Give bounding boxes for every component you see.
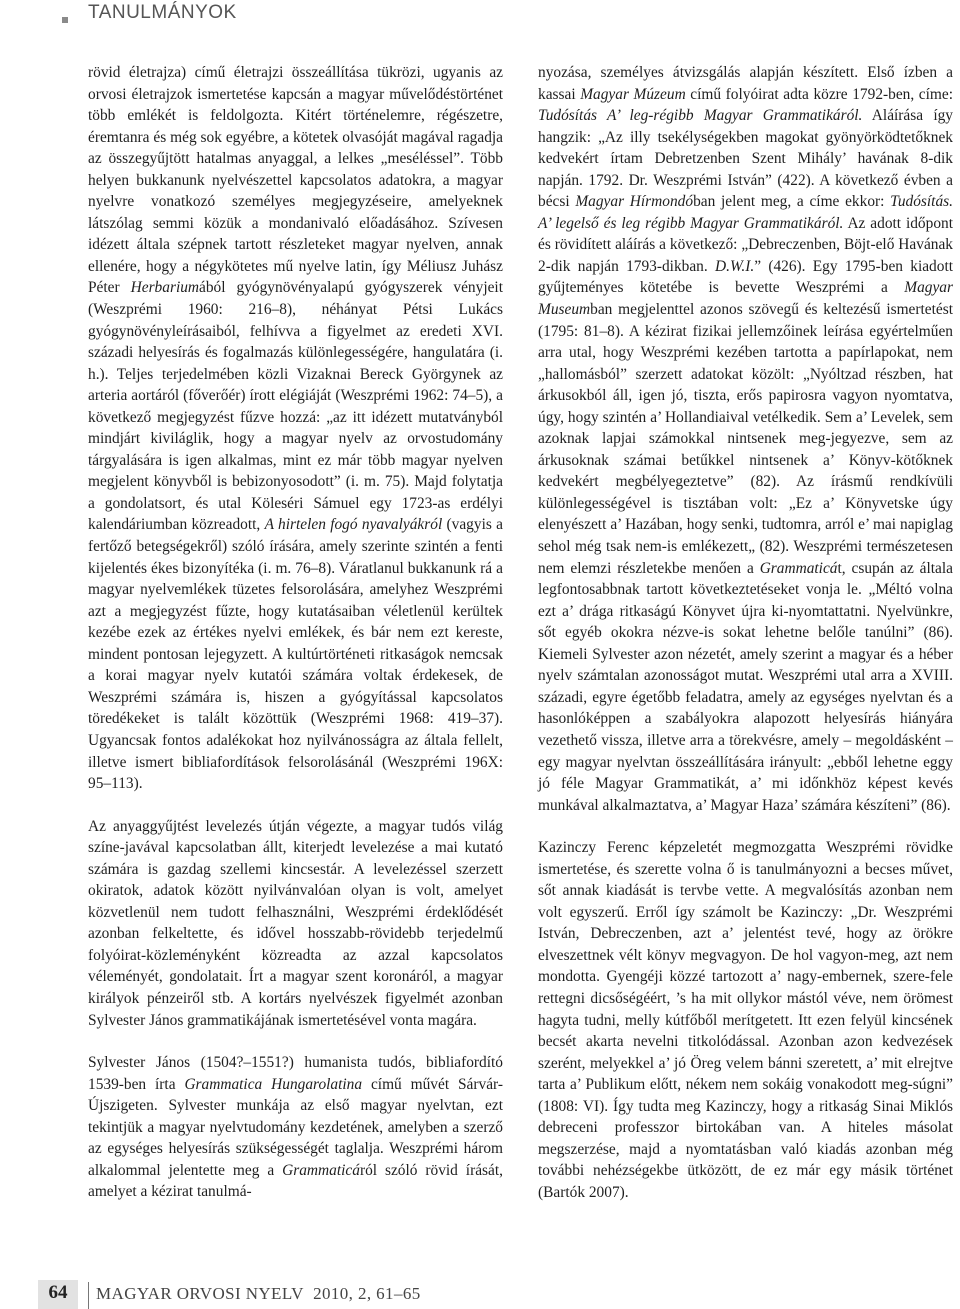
paragraph <box>88 816 503 1031</box>
text-run: (vagyis a fertőző betegségekről) szóló írására, amely szerinte szintén a fenti kijelentés ékes bizonyítéka (i. m. 76–8). Váratlanul bukkanunk rá a magyar nyelvemlékek tüzetes felsorolására, amelyhez Weszprémi azt a megjegyzést fűzte, hogy kutatásaiban véletlenül kerültek kezébe ezek az értékes nyelvi emlékek, és bár nem ezt kereste, mindent pontosan lejegyzett. A kultúrtörténeti ritkaságok nemcsak a korai magyar nyelv kutatói számára voltak érdekesek, de Weszprémi számára is, hiszen a gyógyítással kapcsolatos töredékeket is talált közöttük (Weszprémi 1968: 419–37). Ugyancsak fontos adalékokat hoz nyilvánosságra az általa fellelt, illetve ismert bibliafordítások felsorolásánál (Weszprémi 196X: 95–113). <box>88 516 503 793</box>
text-run: Kazinczy Ferenc képzeletét megmozgatta Weszprémi rövidke ismertetése, és szerette volna ő is tanulmányozni a becses művet, sőt annak kiadását is tervbe vette. A megvalósítás azonban nem volt egyszerű. Erről így számolt be Kazinczy: „Dr. Weszprémi István, Debreczenben, azt a’ jelentést tevé, hogy az örökre elveszettnek vélt könyv megvagyon. De hol vagyon-meg, azt nem mondotta. Gyengéji közzé tartozott a’ nagy-embernek, szere-fele rettegni dicsőségéért, ’s ha mit ollykor mástól véve, nem örömest hagyta tudni, melly kútfőből merítgetett. Itt ezen felyül kincsének becsét akarta nevelni titkolódással. Azonban azon kedvezések szerént, melyekkel a’ jó Öreg velem bánni szeretett, a’ mit elrejtve tarta a’ Publikum előtt, nékem nem sokáig vonakodott meg-súgni” (1808: VI). Így tudta meg Kazinczy, hogy a ritkaság Sinai Miklós debreceni professzor birtokában van. A hiteles másolat megszerzése, majd a nyomtatásban való kiadás azonban még további nehézségekbe ütközött, de ez már egy másik történet (Bartók 2007). <box>538 839 953 1201</box>
paragraph <box>538 62 953 816</box>
text-run: ban jelent meg, a címe ekkor: <box>693 193 891 211</box>
text-run: ról szóló rövid írását, amelyet a kézirat tanulmá- <box>88 1161 503 1201</box>
italic-text: Tudósítás A’ leg-régibb Magyar Grammatikáról. <box>538 107 863 125</box>
text-run: Aláírása így hangzik: „Az illy tsekélységekben magokat gyönyörködtetőknek kedvekért írtam Debretzenben Szent Mihály’ havának 8-dik napján. 1792. Dr. Weszprémi István” (422). A következő évben a bécsi <box>538 107 953 211</box>
page-number: 64 <box>48 1282 68 1303</box>
right-column <box>538 62 953 1203</box>
italic-text: Herbarium <box>130 279 200 297</box>
italic-text: Magyar Hírmondó <box>575 193 694 211</box>
text-run: Sylvester János (1504?–1551?) humanista tudós, bibliafordító 1539-ben írta <box>88 1054 503 1093</box>
italic-text: Grammaticá <box>282 1161 360 1179</box>
header-bullet-icon <box>62 17 68 23</box>
journal-citation: 2010, 2, 61–65 <box>313 1284 421 1303</box>
text-run: t, csupán az általa legfontosabbnak tartott következtetéseket vonja le. „Méltó volna ezt a’ drága ritkaságú Könyvet újra ki-nyomtattatni. Nyelvünkre, sőt egyéb okokra nézve-is sokat lehetne belőle tanúlni” (86). Kiemeli Sylvester azon nézetét, amely szerint a magyar és a héber nyelv számtalan azonosságot mutat. Weszprémi utal arra a XVIII. századi, egyre égetőbb feladatra, amely az egységes nyelvtan és a hasonlóképpen a szabályokra alapozott helyesírás hiányára vezethető vissza, illetve arra a törekvésre, amely – megoldásként – egy magyar nyelvtan összeállítására irányult: „ebből lehetne eggy jó féle Magyar Grammatikát, a’ mi időnkhöz képest kevés munkával alkalmaztatva, a’ Magyar Haza’ számára készíteni” (86). <box>538 559 953 814</box>
text-run: rövid életrajza) című életrajzi összeállítása tükrözi, ugyanis az orvosi életrajzok ismertetése kapcsán a magyar művelődéstörténet több emlékét is feldolgozta. Kitért történelemre, régészetre, éremtanra és még sok egyébre, a kötetek olvasóját magával ragadja az összegyűjtött hatalmas anyaggal, a lelkes „meséléssel”. Több helyen bukkanunk nyelvészettel kapcsolatos adatokra, a magyar nyelvre vonatkozó személyes megjegyzéseire, amelyeknek látszólag semmi közük a mondanivaló előadásához. Szívesen idézett általa szépnek tartott részleteket magyar nyelven, annak ellenére, hogy a négykötetes mű nyelve latin, így Méliusz Juhász Péter <box>88 64 503 297</box>
italic-text: D.W.I. <box>715 257 755 275</box>
italic-text: A hirtelen fogó nyavalyákról <box>264 516 443 534</box>
italic-text: Tudósítás. A’ legelső és leg régibb Magyar Grammatikáról. <box>538 193 953 232</box>
text-run: ban megjelenttel azonos szövegű és keltezésű ismertetést (1795: 81–8). A kézirat fizikai jellemzőinek leírása egyértelműen arra utal, hogy Weszprémi kezében tartotta a papírlapokat, nem „hallomásból” szerzett adatokat közölt: „Nyóltzad részben, hat árkusokból áll, igen jó, tiszta, erős papirosra vagyon nyomtatva, úgy, hogy szintén a’ Hollandiaival vetélkedik. Sem a’ Levelek, sem azoknak lapjai számokkal nintsenek meg-jegyezve, sem az árkusoknak számai betűkkel nintsenek a’ Könyv-kötőknek kedvekért megbélyegeztetve” (82). Az írásmű rendkívüli különlegességével is tisztában volt: „Ez a’ Könyvetske úgy elenyészett a’ Hazában, hogy senki, tudtomra, arról e’ mai napiglag sehol még tsak nem-is emlékezett„ (82). Weszprémi természetesen nem elemzi részletekbe menően a <box>538 301 953 577</box>
page-footer <box>0 1268 960 1309</box>
left-column <box>88 62 503 1203</box>
text-run: Az adott időpont és rövidített aláírás a következő: „Debreczenben, Böjt-elő Havának 2-dik napján 1793-dikban. <box>538 214 953 275</box>
section-title: TANULMÁNYOK <box>88 2 237 23</box>
paragraph <box>88 62 503 795</box>
italic-text: Magyar Múzeum <box>580 85 686 103</box>
page-number-box <box>38 1280 78 1309</box>
italic-text: Magyar Museum <box>538 279 953 319</box>
text-run: Az anyaggyűjtést levelezés útján végezte, a magyar tudós világ színe-javával kapcsolatban állt, kiterjedt levelezése a mai kutató számára is gazdag szellemi kincsestár. A levelezéssel szerzett okiratok, adatok között nyilvánvalóan olyan is volt, amelyet közvetlenül nem tudott felhasználni, Weszprémi érdeklődését azonban felkeltette, és idővel hosszabb-rövidebb terjedelmű folyóirat-közleményként közreadta az azzal kapcsolatos véleményét, gondolatait. Írt a magyar szent koronáról, a magyar királyok pénzeiről stb. A kortárs nyelvészek figyelmét azonban Sylvester János grammatikájának ismertetésével vonta magára. <box>88 817 503 1029</box>
footer-divider <box>88 1282 89 1309</box>
italic-text: Grammatica Hungarolatina <box>184 1075 363 1093</box>
text-run: ” (426). Egy 1795-ben kiadott gyűjteményes kötetébe is bevette Weszprémi a <box>538 257 953 297</box>
page-header <box>0 0 960 40</box>
text-run: című művét Sárvár-Újszigeten. Sylvester munkája az első magyar nyelvtan, ezt tekintjük a magyar nyelvtudomány kezdetének, amelyben a szerző az egységes helyesírás szükségességét taglalja. Weszprémi három alkalommal jelentette meg a <box>88 1075 503 1179</box>
text-run: nyozása, személyes átvizsgálás alapján készített. Első ízben a kassai <box>538 64 953 103</box>
journal-info <box>96 1284 421 1304</box>
paragraph <box>538 837 953 1203</box>
text-run: ából gyógynövényalapú gyógyszerek vényjeit (Weszprémi 1960: 216–8), néhányat Pétsi Lukács gyógynövényleírásaiból, felhívva a figyelmet az eredeti XVI. századi helyesírás és fogalmazás különlegességére, hangulatára (i. h.). Teljes terjedelmében közli Vizaknai Bereck Györgynek az arteria aortáról (főverőér) írott elégiáját (Weszprémi 1962: 74–5), a következő megjegyzést fűzve hozzá: „az itt idézett mutatványból mindjárt kiviláglik, hogy a magyar nyelv az orvostudomány tárgyalására is igen alkalmas, mint ez már több magyar nyelven megjelent könyvből is bebizonyosodott” (i. m. 75). Majd folytatja a gondolatsort, és utal Köleséri Sámuel egy 1723-as erdélyi kalendáriumban közreadott, <box>88 279 503 534</box>
italic-text: Grammaticá <box>759 559 838 577</box>
text-run: című folyóirat adta közre 1792-ben, címe: <box>685 85 953 103</box>
paragraph <box>88 1052 503 1203</box>
journal-name: MAGYAR ORVOSI NYELV <box>96 1284 304 1303</box>
